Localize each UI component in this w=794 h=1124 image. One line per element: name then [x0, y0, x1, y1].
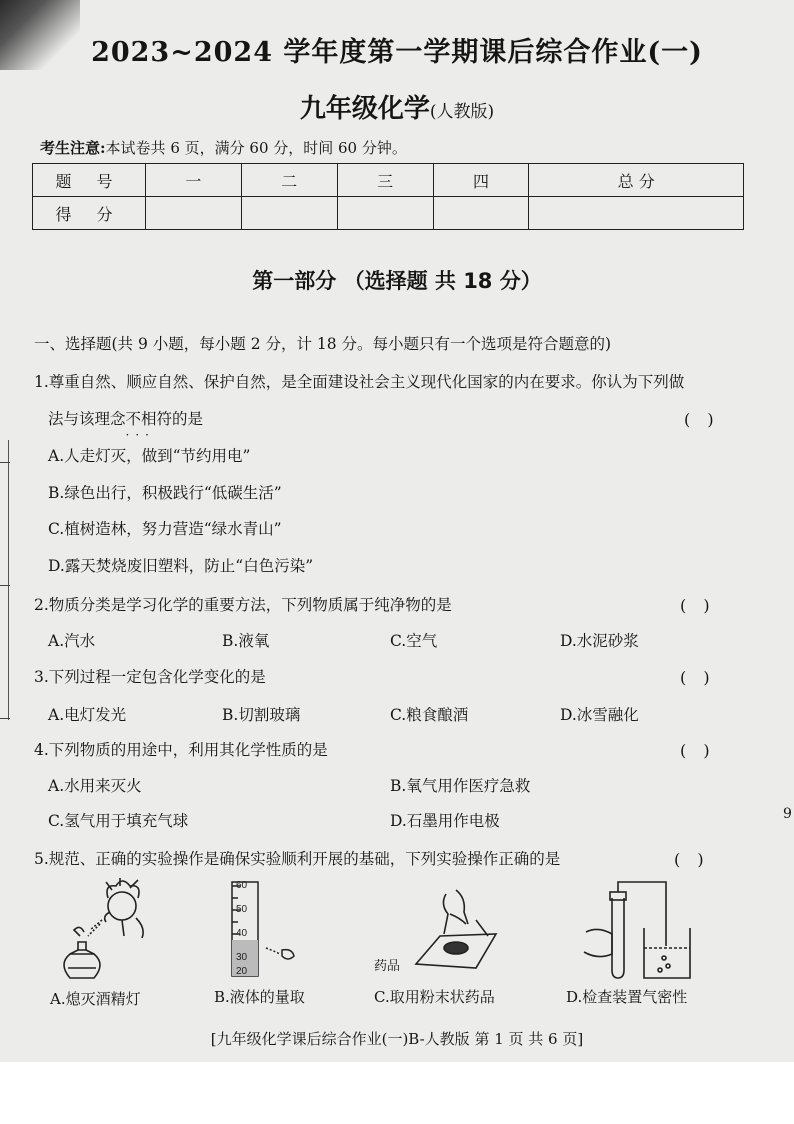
sub-title [0, 88, 794, 125]
figure-b-graduated-cylinder [214, 876, 314, 984]
question-1-stem-line2 [48, 407, 204, 442]
col-header: 四 [433, 164, 529, 197]
question-4-stem: 4.下列物质的用途中，利用其化学性质的是 [34, 741, 328, 759]
answer-blank[interactable]: ( ) [680, 668, 716, 687]
binding-line [8, 440, 9, 720]
edition-label: (人教版) [429, 102, 495, 122]
question-1-stem: 1.尊重自然、顺应自然、保护自然，是全面建设社会主义现代化国家的内在要求。你认为下列做 [34, 373, 685, 391]
option-3c: C.粮食酿酒 [390, 706, 469, 724]
score-table-score-row [33, 197, 744, 230]
main-title: 2023~2024 学年度第一学期课后综合作业(一) [91, 37, 703, 68]
option-2b: B.液氧 [222, 632, 270, 650]
figure-c-caption: C.取用粉末状药品 [374, 988, 495, 1006]
score-cell[interactable] [241, 197, 337, 230]
option-1a: A.人走灯灭，做到“节约用电” [48, 447, 251, 465]
score-table [32, 163, 744, 230]
score-cell[interactable] [529, 197, 744, 230]
row-header-score: 得 分 [33, 197, 146, 230]
emphasis-dots: ··· [125, 428, 155, 442]
question-3-stem: 3.下列过程一定包含化学变化的是 [34, 668, 266, 686]
option-1b: B.绿色出行，积极践行“低碳生活” [48, 484, 282, 502]
notice-label: 考生注意: [40, 139, 106, 157]
cylinder-tick-30: 30 [236, 952, 248, 963]
margin-mark: 9 [783, 806, 792, 822]
cylinder-tick-40: 40 [236, 928, 248, 939]
binding-tick [0, 585, 10, 586]
col-header: 总 分 [529, 164, 744, 197]
col-header: 一 [146, 164, 242, 197]
option-3b: B.切割玻璃 [222, 706, 301, 724]
stem-text: 法与该理念 [48, 410, 126, 428]
cylinder-tick-50: 50 [236, 904, 248, 915]
option-1c: C.植树造林，努力营造“绿水青山” [48, 520, 282, 538]
question-2-stem: 2.物质分类是学习化学的重要方法，下列物质属于纯净物的是 [34, 596, 452, 614]
cylinder-tick-60: 60 [236, 880, 248, 891]
figure-d-airtightness-check [578, 878, 698, 982]
option-2d: D.水泥砂浆 [560, 632, 639, 650]
option-4b: B.氧气用作医疗急救 [390, 777, 531, 795]
stem-text: 的是 [172, 410, 204, 428]
question-5-stem: 5.规范、正确的实验操作是确保实验顺利开展的基础，下列实验操作正确的是 [34, 850, 561, 868]
figure-d-caption: D.检查装置气密性 [566, 988, 688, 1006]
option-2a: A.汽水 [48, 632, 96, 650]
col-header: 二 [241, 164, 337, 197]
option-4a: A.水用来灭火 [48, 777, 142, 795]
row-header-question: 题 号 [33, 164, 146, 197]
binding-tick [0, 462, 10, 463]
subject-title: 九年级化学 [299, 94, 430, 124]
cylinder-tick-20: 20 [236, 966, 248, 977]
score-table-header-row [33, 164, 744, 197]
notice-text: 本试卷共 6 页，满分 60 分，时间 60 分钟。 [105, 139, 407, 157]
option-3d: D.冰雪融化 [560, 706, 639, 724]
figure-a-caption: A.熄灭酒精灯 [50, 990, 141, 1008]
emphasis-text [125, 410, 173, 442]
score-cell[interactable] [337, 197, 433, 230]
emphasis-word: 不相符 [125, 410, 173, 428]
part-title: 第一部分 （选择题 共 18 分） [252, 269, 542, 293]
score-cell[interactable] [433, 197, 529, 230]
answer-blank[interactable]: ( ) [674, 850, 710, 869]
option-4d: D.石墨用作电极 [390, 812, 500, 830]
option-3a: A.电灯发光 [48, 706, 127, 724]
score-cell[interactable] [146, 197, 242, 230]
page-footer: [九年级化学课后综合作业(一)B-人教版 第 1 页 共 6 页] [210, 1030, 584, 1048]
section-header: 一、选择题(共 9 小题，每小题 2 分，计 18 分。每小题只有一个选项是符合题意的) [34, 335, 612, 353]
medicine-label: 药品 [374, 959, 401, 974]
answer-blank[interactable]: ( ) [684, 410, 720, 429]
option-4c: C.氢气用于填充气球 [48, 812, 189, 830]
figure-b-caption: B.液体的量取 [214, 988, 305, 1006]
binding-tick [0, 718, 10, 719]
exam-notice [40, 137, 407, 158]
answer-blank[interactable]: ( ) [680, 741, 716, 760]
option-2c: C.空气 [390, 632, 438, 650]
answer-blank[interactable]: ( ) [680, 596, 716, 615]
figure-a-blowing-lamp [50, 878, 160, 986]
col-header: 三 [337, 164, 433, 197]
option-1d: D.露天焚烧废旧塑料，防止“白色污染” [48, 557, 314, 575]
